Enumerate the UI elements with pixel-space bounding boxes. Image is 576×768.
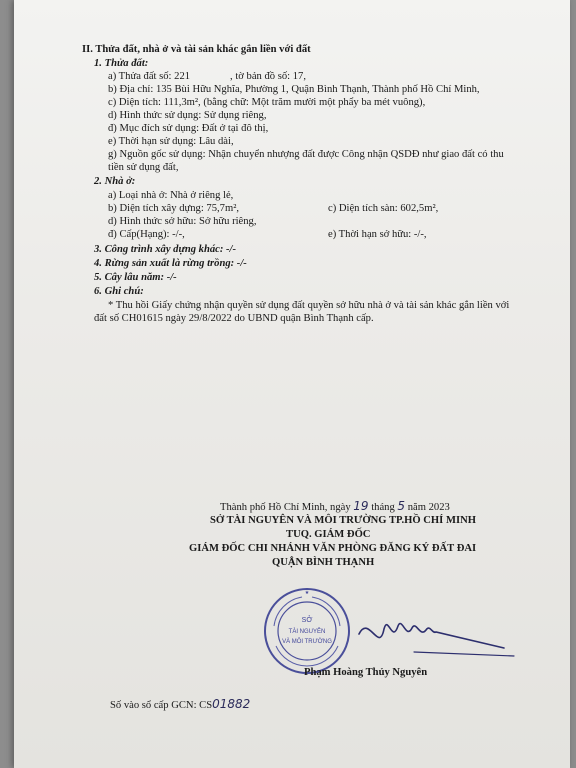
svg-text:★: ★ [304, 590, 310, 596]
handwritten-signature [354, 604, 524, 664]
registry-label: Số vào sổ cấp GCN: CS [110, 700, 213, 711]
tuq-title: TUQ. GIÁM ĐỐC [286, 529, 371, 540]
house-heading: 2. Nhà ở: [94, 176, 136, 187]
land-heading: 1. Thửa đất: [94, 58, 149, 69]
land-origin-1: g) Nguồn gốc sử dụng: Nhận chuyển nhượng đất được Công nhận QSDĐ như giao đất có thu [108, 149, 504, 160]
section-title: II. Thửa đất, nhà ở và tài sản khác gắn liền với đất [82, 44, 311, 55]
registry-line [110, 698, 250, 712]
certificate-page [14, 0, 570, 768]
land-area: c) Diện tích: 111,3m², (bằng chữ: Một trăm mười một phẩy ba mét vuông), [108, 97, 426, 108]
district-title: QUẬN BÌNH THẠNH [272, 557, 375, 568]
place-date: Thành phố Hồ Chí Minh, ngày 19 tháng 5 năm 2023 [220, 499, 450, 513]
land-use-purpose: đ) Mục đích sử dụng: Đất ở tại đô thị, [108, 123, 269, 134]
house-ownership: d) Hình thức sở hữu: Sở hữu riêng, [108, 216, 257, 227]
handwritten-month: 5 [397, 499, 406, 513]
handwritten-day: 19 [353, 499, 369, 513]
house-term: e) Thời hạn sở hữu: -/-, [328, 229, 427, 240]
note-line-2: đất số CH01615 ngày 29/8/2022 do UBND quận Bình Thạnh cấp. [94, 313, 374, 324]
land-origin-2: tiền sử dụng đất, [108, 162, 179, 173]
issuing-org: SỞ TÀI NGUYÊN VÀ MÔI TRƯỜNG TP.HỒ CHÍ MINH [210, 515, 476, 526]
svg-text:VÀ MÔI TRƯỜNG: VÀ MÔI TRƯỜNG [282, 639, 332, 645]
signer-name: Phạm Hoàng Thủy Nguyên [304, 667, 428, 678]
official-seal-icon [262, 586, 352, 676]
land-parcel-number: 221 [174, 71, 191, 82]
production-forest: 4. Rừng sản xuất là rừng trồng: -/- [94, 258, 247, 269]
house-grade: đ) Cấp(Hạng): -/-, [108, 229, 185, 240]
notes-heading: 6. Ghi chú: [94, 286, 144, 297]
land-parcel-label: a) Thửa đất số: [108, 71, 175, 82]
perennial-trees: 5. Cây lâu năm: -/- [94, 272, 177, 283]
land-use-term: e) Thời hạn sử dụng: Lâu dài, [108, 136, 234, 147]
note-line-1: * Thu hồi Giấy chứng nhận quyền sử dụng đất quyền sở hữu nhà ở và tài sản khác gắn liền với [108, 300, 510, 311]
svg-text:TÀI NGUYÊN: TÀI NGUYÊN [288, 629, 326, 635]
registry-number: 01882 [212, 697, 251, 711]
land-address: b) Địa chỉ: 135 Bùi Hữu Nghĩa, Phường 1, Quận Bình Thạnh, Thành phố Hồ Chí Minh, [108, 84, 480, 95]
branch-title: GIÁM ĐỐC CHI NHÁNH VĂN PHÒNG ĐĂNG KÝ ĐẤT ĐAI [189, 543, 477, 554]
house-build-area: b) Diện tích xây dựng: 75,7m², [108, 203, 240, 214]
land-use-form: d) Hình thức sử dụng: Sử dụng riêng, [108, 110, 267, 121]
house-type: a) Loại nhà ở: Nhà ở riêng lẻ, [108, 190, 234, 201]
other-construction: 3. Công trình xây dựng khác: -/- [94, 244, 237, 255]
land-map-sheet: , tờ bản đồ số: 17, [230, 71, 306, 82]
house-floor-area: c) Diện tích sàn: 602,5m², [328, 203, 439, 214]
land-parcel-line [108, 71, 306, 83]
svg-text:SỞ: SỞ [301, 617, 313, 624]
